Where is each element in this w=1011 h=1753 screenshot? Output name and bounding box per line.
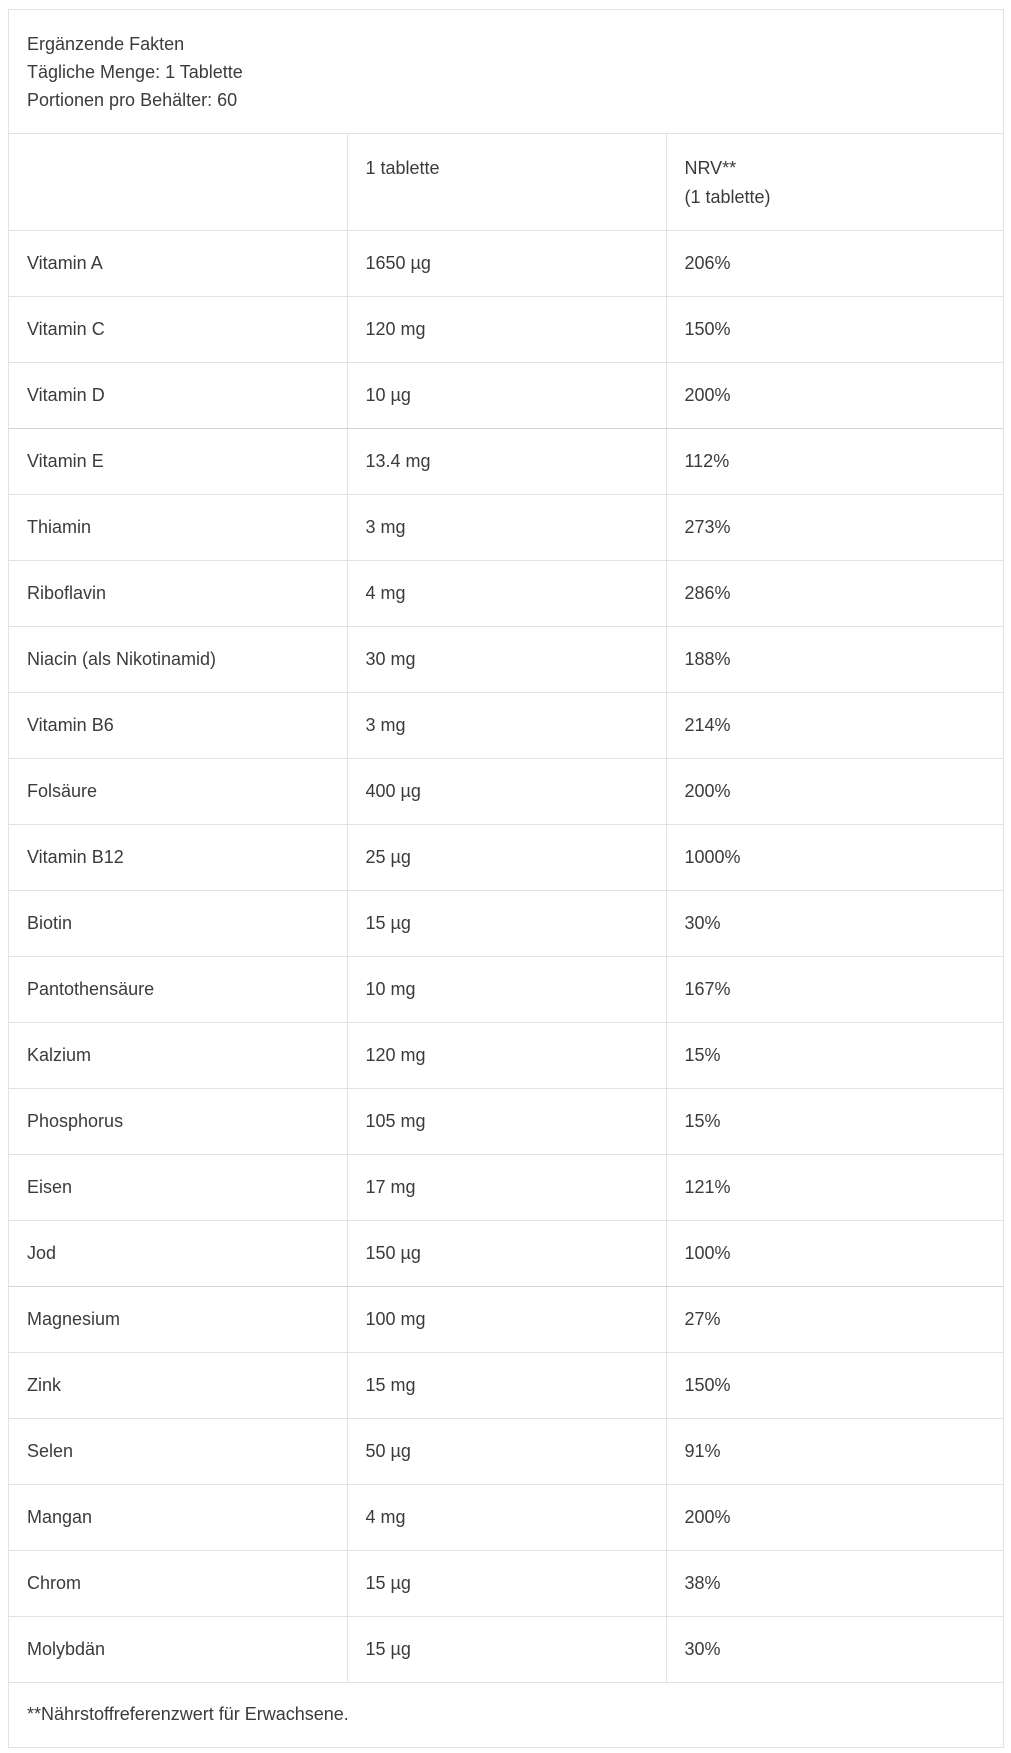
nutrient-nrv: 286% [666, 560, 1003, 626]
nutrient-nrv: 91% [666, 1418, 1003, 1484]
nutrient-amount: 120 mg [347, 296, 666, 362]
daily-amount: Tägliche Menge: 1 Tablette [27, 62, 243, 82]
header-nutrient [9, 134, 347, 230]
nutrient-amount: 100 mg [347, 1286, 666, 1352]
supplement-facts-panel [8, 9, 1004, 1748]
table-row [9, 362, 1003, 428]
header-nrv-sublabel: (1 tablette) [684, 187, 771, 207]
nutrient-name: Vitamin B12 [9, 824, 347, 890]
table-row [9, 428, 1003, 494]
nutrient-name: Molybdän [9, 1616, 347, 1682]
nutrient-amount: 3 mg [347, 494, 666, 560]
table-row [9, 890, 1003, 956]
nutrient-amount: 150 µg [347, 1220, 666, 1286]
nutrient-name: Vitamin C [9, 296, 347, 362]
nutrient-nrv: 15% [666, 1088, 1003, 1154]
nutrient-amount: 15 µg [347, 890, 666, 956]
nutrient-name: Pantothensäure [9, 956, 347, 1022]
nutrient-amount: 30 mg [347, 626, 666, 692]
nutrient-nrv: 188% [666, 626, 1003, 692]
nutrient-name: Zink [9, 1352, 347, 1418]
nutrient-nrv: 200% [666, 758, 1003, 824]
nutrient-amount: 15 µg [347, 1616, 666, 1682]
nutrient-amount: 105 mg [347, 1088, 666, 1154]
nutrient-nrv: 273% [666, 494, 1003, 560]
table-row [9, 956, 1003, 1022]
facts-header [9, 10, 1003, 134]
nutrient-amount: 1650 µg [347, 230, 666, 296]
table-row [9, 560, 1003, 626]
nutrient-amount: 25 µg [347, 824, 666, 890]
header-per-tablet: 1 tablette [347, 134, 666, 230]
nutrient-amount: 4 mg [347, 560, 666, 626]
nutrient-name: Eisen [9, 1154, 347, 1220]
table-row [9, 1550, 1003, 1616]
footnote: **Nährstoffreferenzwert für Erwachsene. [27, 1704, 349, 1724]
table-row [9, 758, 1003, 824]
nutrient-name: Vitamin B6 [9, 692, 347, 758]
nutrient-name: Vitamin D [9, 362, 347, 428]
nutrient-nrv: 1000% [666, 824, 1003, 890]
nutrient-nrv: 200% [666, 1484, 1003, 1550]
table-header-row [9, 134, 1003, 230]
nutrient-nrv: 112% [666, 428, 1003, 494]
nutrient-amount: 3 mg [347, 692, 666, 758]
table-row [9, 494, 1003, 560]
nutrient-name: Jod [9, 1220, 347, 1286]
nutrient-nrv: 150% [666, 296, 1003, 362]
nutrient-name: Biotin [9, 890, 347, 956]
nutrient-nrv: 206% [666, 230, 1003, 296]
table-row [9, 1616, 1003, 1682]
nutrient-amount: 13.4 mg [347, 428, 666, 494]
nutrient-nrv: 167% [666, 956, 1003, 1022]
table-row [9, 1220, 1003, 1286]
table-row [9, 230, 1003, 296]
nutrient-name: Vitamin E [9, 428, 347, 494]
nutrient-name: Riboflavin [9, 560, 347, 626]
table-row [9, 1418, 1003, 1484]
nutrient-name: Thiamin [9, 494, 347, 560]
nutrient-table [9, 134, 1003, 1683]
nutrient-amount: 17 mg [347, 1154, 666, 1220]
nutrient-name: Niacin (als Nikotinamid) [9, 626, 347, 692]
nutrient-amount: 400 µg [347, 758, 666, 824]
table-row [9, 824, 1003, 890]
table-row [9, 296, 1003, 362]
table-row [9, 1352, 1003, 1418]
nutrient-name: Phosphorus [9, 1088, 347, 1154]
nutrient-amount: 10 µg [347, 362, 666, 428]
nutrient-name: Vitamin A [9, 230, 347, 296]
nutrient-name: Kalzium [9, 1022, 347, 1088]
nutrient-amount: 10 mg [347, 956, 666, 1022]
servings-per-container: Portionen pro Behälter: 60 [27, 90, 238, 110]
table-row [9, 626, 1003, 692]
nutrient-amount: 120 mg [347, 1022, 666, 1088]
nutrient-nrv: 121% [666, 1154, 1003, 1220]
header-nrv [666, 134, 1003, 230]
table-row [9, 1088, 1003, 1154]
nutrient-name: Magnesium [9, 1286, 347, 1352]
nutrient-name: Selen [9, 1418, 347, 1484]
nutrient-name: Mangan [9, 1484, 347, 1550]
header-nrv-label: NRV** [684, 158, 737, 178]
facts-title: Ergänzende Fakten [27, 34, 185, 54]
nutrient-name: Folsäure [9, 758, 347, 824]
nutrient-nrv: 30% [666, 1616, 1003, 1682]
table-row [9, 692, 1003, 758]
table-row [9, 1484, 1003, 1550]
table-row [9, 1286, 1003, 1352]
nutrient-nrv: 200% [666, 362, 1003, 428]
nutrient-nrv: 38% [666, 1550, 1003, 1616]
nutrient-nrv: 27% [666, 1286, 1003, 1352]
nutrient-amount: 15 mg [347, 1352, 666, 1418]
nutrient-amount: 15 µg [347, 1550, 666, 1616]
nutrient-nrv: 15% [666, 1022, 1003, 1088]
nutrient-nrv: 100% [666, 1220, 1003, 1286]
table-row [9, 1022, 1003, 1088]
table-row [9, 1154, 1003, 1220]
nutrient-nrv: 150% [666, 1352, 1003, 1418]
nutrient-amount: 4 mg [347, 1484, 666, 1550]
nutrient-nrv: 214% [666, 692, 1003, 758]
nutrient-name: Chrom [9, 1550, 347, 1616]
nutrient-amount: 50 µg [347, 1418, 666, 1484]
nutrient-nrv: 30% [666, 890, 1003, 956]
